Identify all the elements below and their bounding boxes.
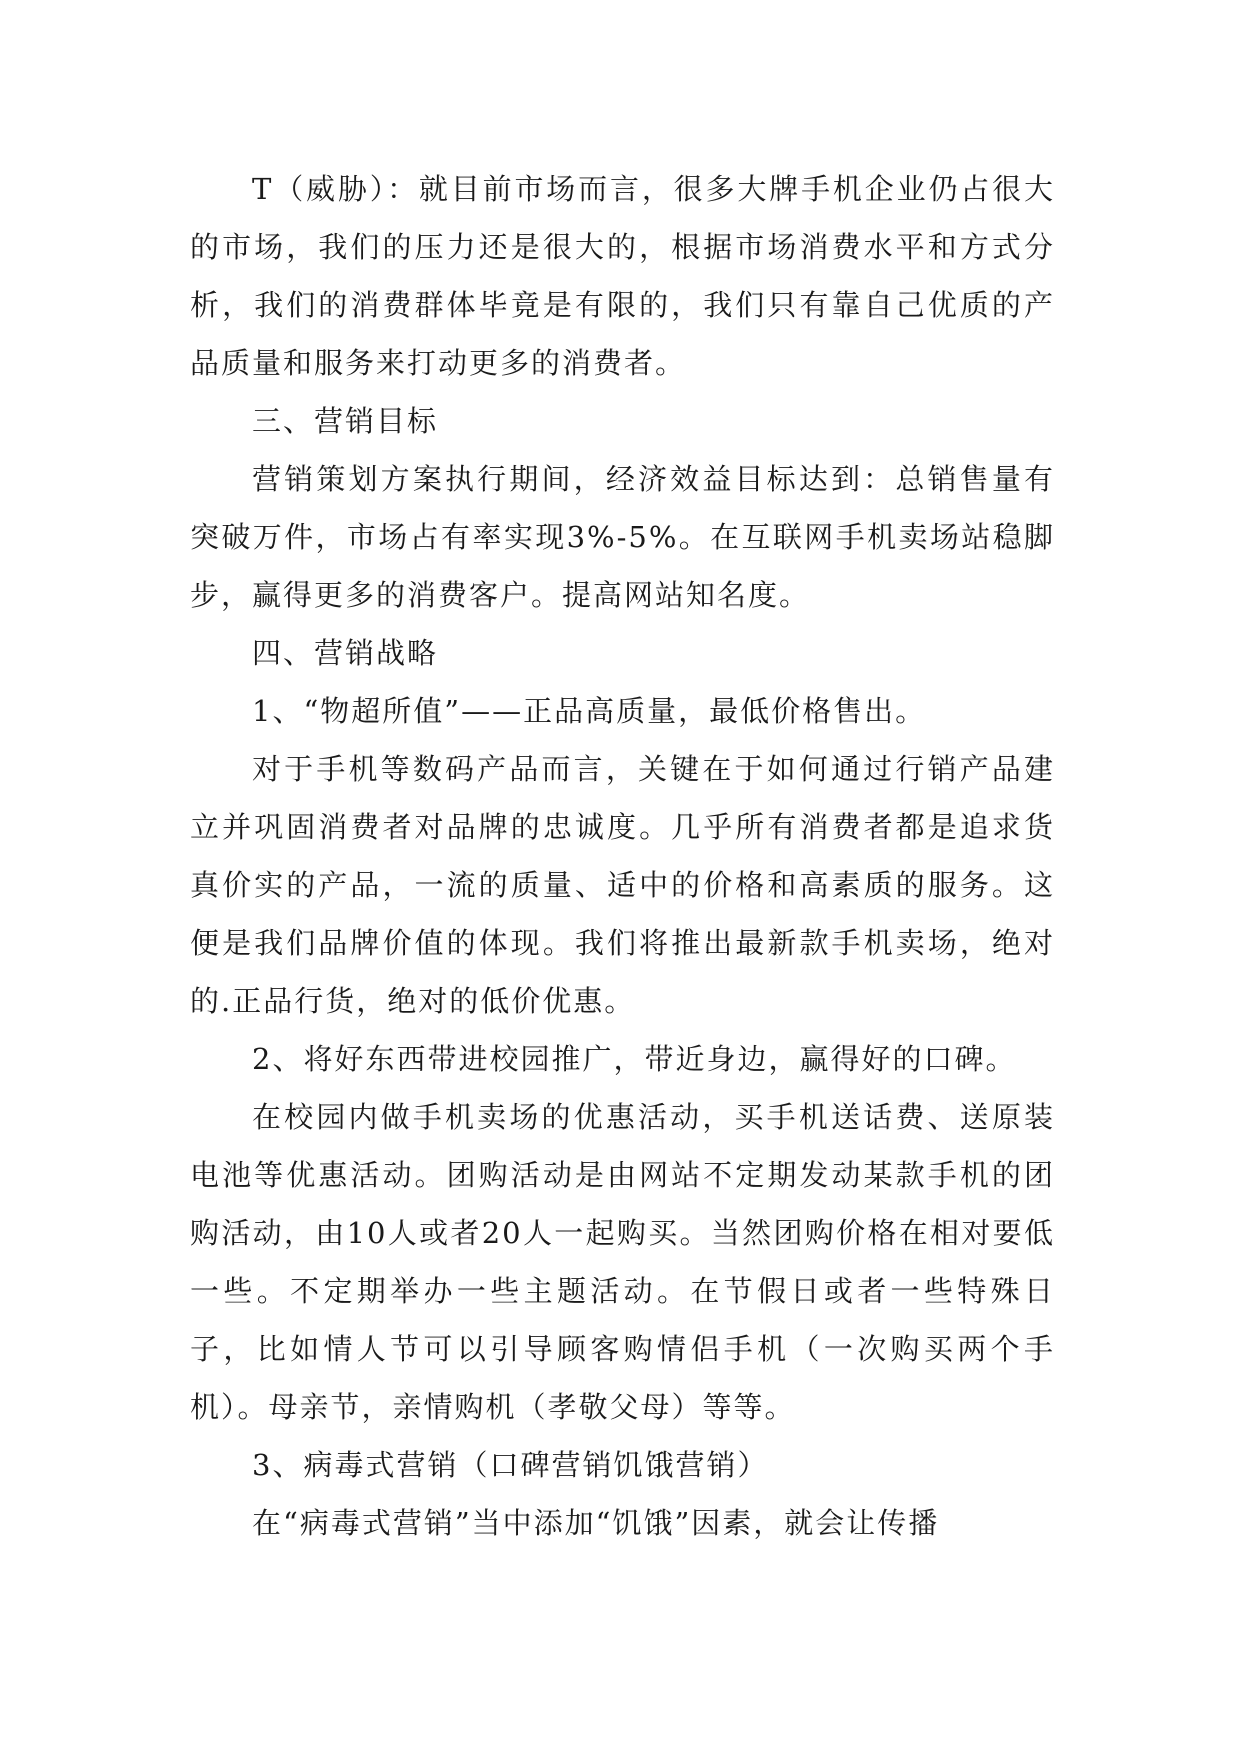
- paragraph-strategy-1: 对于手机等数码产品而言，关键在于如何通过行销产品建立并巩固消费者对品牌的忠诚度。几乎所有消费者都是追求货真价实的产品，一流的质量、适中的价格和高素质的服务。这便是我们品牌价值的体现。我们将推出最新款手机卖场，绝对的.正品行货，绝对的低价优惠。: [190, 752, 1055, 1018]
- subheading-strategy-2: 2、将好东西带进校园推广，带近身边，赢得好的口碑。: [252, 1042, 1017, 1076]
- section-heading-marketing-goals: 三、营销目标: [252, 404, 439, 438]
- subheading-strategy-1: 1、“物超所值”——正品高质量，最低价格售出。: [252, 694, 927, 728]
- document-body: [190, 160, 1055, 1552]
- paragraph-strategy-3: 在“病毒式营销”当中添加“饥饿”因素，就会让传播: [252, 1506, 940, 1540]
- paragraph-strategy-2: 在校园内做手机卖场的优惠活动，买手机送话费、送原装电池等优惠活动。团购活动是由网站不定期发动某款手机的团购活动，由10人或者20人一起购买。当然团购价格在相对要低一些。不定期举办一些主题活动。在节假日或者一些特殊日子，比如情人节可以引导顾客购情侣手机（一次购买两个手机）。母亲节，亲情购机（孝敬父母）等等。: [190, 1100, 1055, 1424]
- paragraph-threat: T（威胁）：就目前市场而言，很多大牌手机企业仍占很大的市场，我们的压力还是很大的，根据市场消费水平和方式分析，我们的消费群体毕竟是有限的，我们只有靠自己优质的产品质量和服务来打动更多的消费者。: [190, 172, 1055, 380]
- paragraph-marketing-goals: 营销策划方案执行期间，经济效益目标达到：总销售量有突破万件，市场占有率实现3%-5%。在互联网手机卖场站稳脚步，赢得更多的消费客户。提高网站知名度。: [190, 462, 1055, 612]
- section-heading-marketing-strategy: 四、营销战略: [252, 636, 439, 670]
- subheading-strategy-3: 3、病毒式营销（口碑营销饥饿营销）: [252, 1448, 769, 1482]
